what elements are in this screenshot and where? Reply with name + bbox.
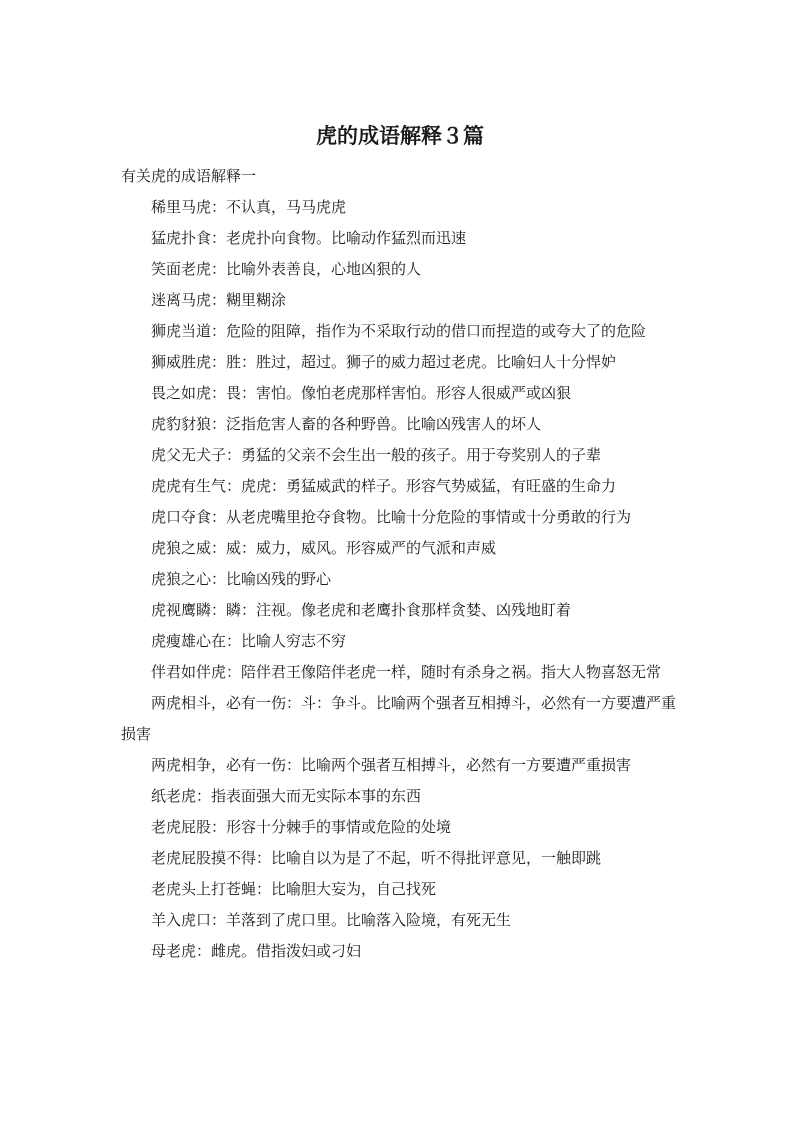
- idiom-entry: 虎视鹰瞵：瞵：注视。像老虎和老鹰扑食那样贪婪、凶残地盯着: [151, 601, 572, 619]
- idiom-entry: 笑面老虎：比喻外表善良，心地凶狠的人: [151, 260, 422, 278]
- idiom-entry: 纸老虎：指表面强大而无实际本事的东西: [151, 787, 422, 805]
- idiom-entry: 虎狼之心：比喻凶残的野心: [151, 570, 332, 588]
- section-heading: 有关虎的成语解释一: [121, 167, 257, 185]
- idiom-entry: 母老虎：雌虎。借指泼妇或刁妇: [151, 942, 362, 960]
- idiom-entry: 老虎屁股摸不得：比喻自以为是了不起，听不得批评意见，一触即跳: [151, 849, 602, 867]
- idiom-entry: 伴君如伴虎：陪伴君王像陪伴老虎一样，随时有杀身之祸。指大人物喜怒无常: [151, 663, 662, 681]
- idiom-entry: 老虎屁股：形容十分棘手的事情或危险的处境: [151, 818, 452, 836]
- idiom-entry: 虎虎有生气：虎虎：勇猛威武的样子。形容气势威猛，有旺盛的生命力: [151, 477, 617, 495]
- idiom-entry: 迷离马虎：糊里糊涂: [151, 291, 287, 309]
- idiom-entry: 猛虎扑食：老虎扑向食物。比喻动作猛烈而迅速: [151, 229, 467, 247]
- idiom-entry: 两虎相斗，必有一伤：斗：争斗。比喻两个强者互相搏斗，必然有一方要遭严重损害: [121, 694, 677, 743]
- idiom-entry: 羊入虎口：羊落到了虎口里。比喻落入险境，有死无生: [151, 911, 512, 929]
- idiom-entry: 虎瘦雄心在：比喻人穷志不穷: [151, 632, 347, 650]
- idiom-entry: 老虎头上打苍蝇：比喻胆大妄为，自己找死: [151, 880, 437, 898]
- idiom-entry: 狮威胜虎：胜：胜过，超过。狮子的威力超过老虎。比喻妇人十分悍妒: [151, 353, 617, 371]
- idiom-entry: 虎豹豺狼：泛指危害人畜的各种野兽。比喻凶残害人的坏人: [151, 415, 542, 433]
- idiom-entry: 狮虎当道：危险的阻障，指作为不采取行动的借口而捏造的或夸大了的危险: [151, 322, 647, 340]
- document-body: [121, 161, 681, 967]
- idiom-entry: 稀里马虎：不认真，马马虎虎: [151, 198, 347, 216]
- idiom-entry: 虎父无犬子：勇猛的父亲不会生出一般的孩子。用于夸奖别人的子辈: [151, 446, 602, 464]
- idiom-entry: 虎狼之威：威：威力，威风。形容威严的气派和声威: [151, 539, 497, 557]
- idiom-entry: 两虎相争，必有一伤：比喻两个强者互相搏斗，必然有一方要遭严重损害: [151, 756, 632, 774]
- idiom-entry: 畏之如虎：畏：害怕。像怕老虎那样害怕。形容人很威严或凶狠: [151, 384, 572, 402]
- idiom-entry: 虎口夺食：从老虎嘴里抢夺食物。比喻十分危险的事情或十分勇敢的行为: [151, 508, 632, 526]
- document-title: 虎的成语解释３篇: [316, 124, 484, 148]
